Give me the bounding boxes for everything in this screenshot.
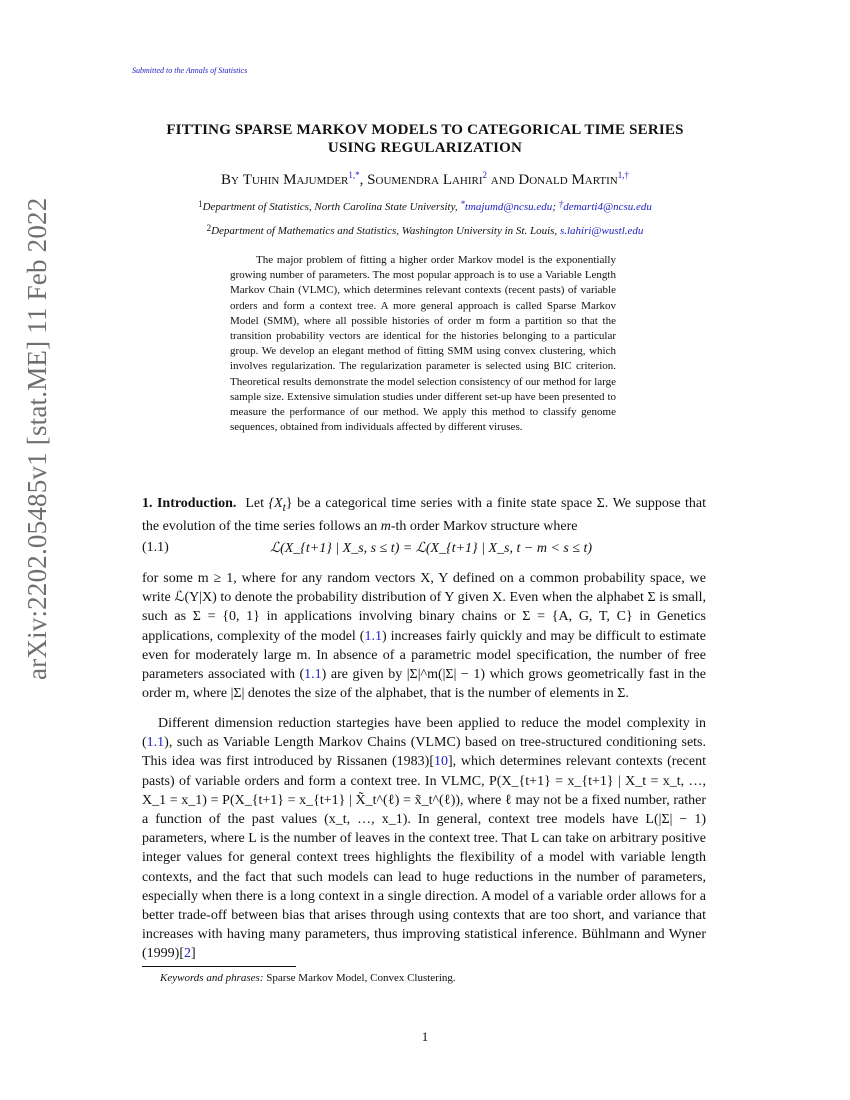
ref-link-eq-1-1-third[interactable]: 1.1	[146, 735, 165, 751]
title-line-2: USING REGULARIZATION	[327, 140, 523, 156]
keywords-label: Keywords and phrases:	[160, 972, 264, 984]
keywords-text: Sparse Markov Model, Convex Clustering.	[266, 972, 456, 984]
citation-link-2[interactable]: 2	[184, 946, 191, 962]
abstract	[230, 253, 616, 435]
affiliation-1-text: Department of Statistics, North Carolina State University,	[202, 201, 458, 213]
introduction-opening: 1. Introduction. Let $\{X_t\}$ be a categorical time series with a finite state space Σ. We suppose that the evolution of the time series follows an m-th order Markov structure where	[142, 496, 707, 534]
and-label: and	[490, 172, 515, 188]
author-3-marks[interactable]: 1,†	[617, 170, 629, 180]
paragraph-model-complexity: for some m ≥ 1, where for any random vectors X, Y defined on a common probability space, we write ℒ(Y|X) to denote the probability distribution of Y given X. Even when the alphabet Σ is small, such as Σ = {0, 1} in applications involving binary chains or Σ = {A, G, T, C} in Genetics applications, complexity of the model (1.1) increases fairly quickly and may be difficult to estimate even for moderately large m. In absence of a parametric model specification, the number of free parameters associated with (1.1) are given by |Σ|^m(|Σ| − 1) which grows geometrically fast in the order m, where |Σ| denotes the size of the alphabet, that is the number of elements in Σ.	[142, 571, 706, 702]
citation-link-10[interactable]: 10	[434, 754, 448, 770]
keywords-footnote	[160, 972, 456, 984]
title-line-1: FITTING SPARSE MARKOV MODELS TO CATEGORICAL TIME SERIES	[166, 122, 684, 138]
by-label: By	[220, 172, 239, 188]
intro-math-xt: {X	[268, 496, 283, 511]
equation-body: ℒ(X_{t+1} | X_s, s ≤ t) = ℒ(X_{t+1} | X_s, t − m < s ≤ t)	[270, 541, 593, 556]
email-2-mark: †	[558, 199, 564, 209]
affiliation-2-number: 2	[206, 223, 212, 233]
email-1-mark: *	[460, 199, 465, 209]
ref-link-eq-1-1-second[interactable]: 1.1	[304, 667, 322, 683]
email-link-slahiri[interactable]: s.lahiri@wustl.edu	[559, 225, 644, 237]
journal-note[interactable]: Submitted to the Annals of Statistics	[132, 66, 248, 75]
abstract-paragraph: The major problem of fitting a higher order Markov model is the exponentially growing number of parameters. The most popular approach is to use a Variable Length Markov Chain (VLMC), which determines relevant contexts (recent pasts) of variable orders and form a context tree. A more general approach is called Sparse Markov Model (SMM), where all possible histories of order m form a partition so that the transition probability vectors are identical for the histories belonging to a particular group. We develop an elegant method of fitting SMM using convex clustering, which involves regularization. The regularization parameter is selected using BIC criterion. Theoretical results demonstrate the model selection consistency of our method for large sample size. Extensive simulation studies under different set-up have been presented to measure the performance of our method. We apply this method to classify genome sequences, obtained from individuals affected by different viruses.	[230, 254, 616, 434]
affiliation-1: $^1$Department of Statistics, North Carolina State University, *tmajumd@ncsu.edu; †demarti4@ncsu.edu	[198, 199, 652, 213]
affiliation-2	[140, 225, 710, 237]
email-link-tmajumd[interactable]: tmajumd@ncsu.edu	[464, 201, 553, 213]
footnote-divider	[142, 966, 296, 967]
author-1-marks[interactable]: 1,*	[348, 170, 360, 180]
paper-title	[140, 121, 710, 157]
equation-1-1	[142, 540, 706, 562]
intro-text-c: -th order Markov structure where	[390, 519, 578, 534]
affiliation-1-number: 1	[198, 199, 203, 209]
arxiv-identifier-stamp: arXiv:2202.05485v1 [stat.ME] 11 Feb 2022	[22, 197, 52, 680]
section-heading: 1. Introduction.	[142, 496, 237, 511]
intro-text-b: } be a categorical time series with a finite state space Σ. We suppose that the evolution of the time series follows an	[142, 496, 707, 534]
ref-link-eq-1-1[interactable]: 1.1	[364, 628, 382, 644]
author-1: Tuhin Majumder	[242, 172, 349, 188]
paragraph-dimension-reduction: Different dimension reduction startegies have been applied to reduce the model complexity in (1.1), such as Variable Length Markov Chains (VLMC) based on tree-structured conditioning sets. This idea was first introduced by Rissanen (1983)[10], which determines relevant contexts (recent pasts) of variable orders and form a context tree. In VLMC, P(X_{t+1} = x_{t+1} | X_t = x_t, …, X_1 = x_1) = P(X_{t+1} = x_{t+1} | X̃_t^(ℓ) = x̃_t^(ℓ)), where ℓ may not be a fixed number, rather a function of the past values (x_t, …, x_1). In general, context tree models have L(|Σ| − 1) parameters, where L is the number of leaves in the context tree. That L can take on arbitrary positive integer values for general context trees highlights the flexibility of a model with variable length contexts, and the fact that such models can lead to huge reductions in the number of parameters, especially when there is a long context in a single direction. A model of a variable order allows for a better trade-off between bias that arises through using contexts that are too short, and variance that increases with having many parameters, thus improving statistical inference. Bühlmann and Wyner (1999)[2]	[142, 716, 706, 962]
intro-text-a: Let	[245, 496, 265, 511]
equation-number: (1.1)	[142, 540, 169, 555]
page-number: 1	[421, 1029, 429, 1044]
intro-math-m: m	[380, 519, 391, 534]
author-2-marks[interactable]: 2	[482, 170, 488, 180]
affiliation-2-text: Department of Mathematics and Statistics, Washington University in St. Louis,	[211, 225, 558, 237]
author-3: Donald Martin	[518, 172, 618, 188]
email-link-demarti4[interactable]: demarti4@ncsu.edu	[563, 201, 652, 213]
author-2: Soumendra Lahiri	[367, 172, 483, 188]
author-list: By Tuhin Majumder$^{1,*}$, Soumendra Lahiri$^2$ and Donald Martin$^{1,\dagger}$	[220, 170, 629, 188]
